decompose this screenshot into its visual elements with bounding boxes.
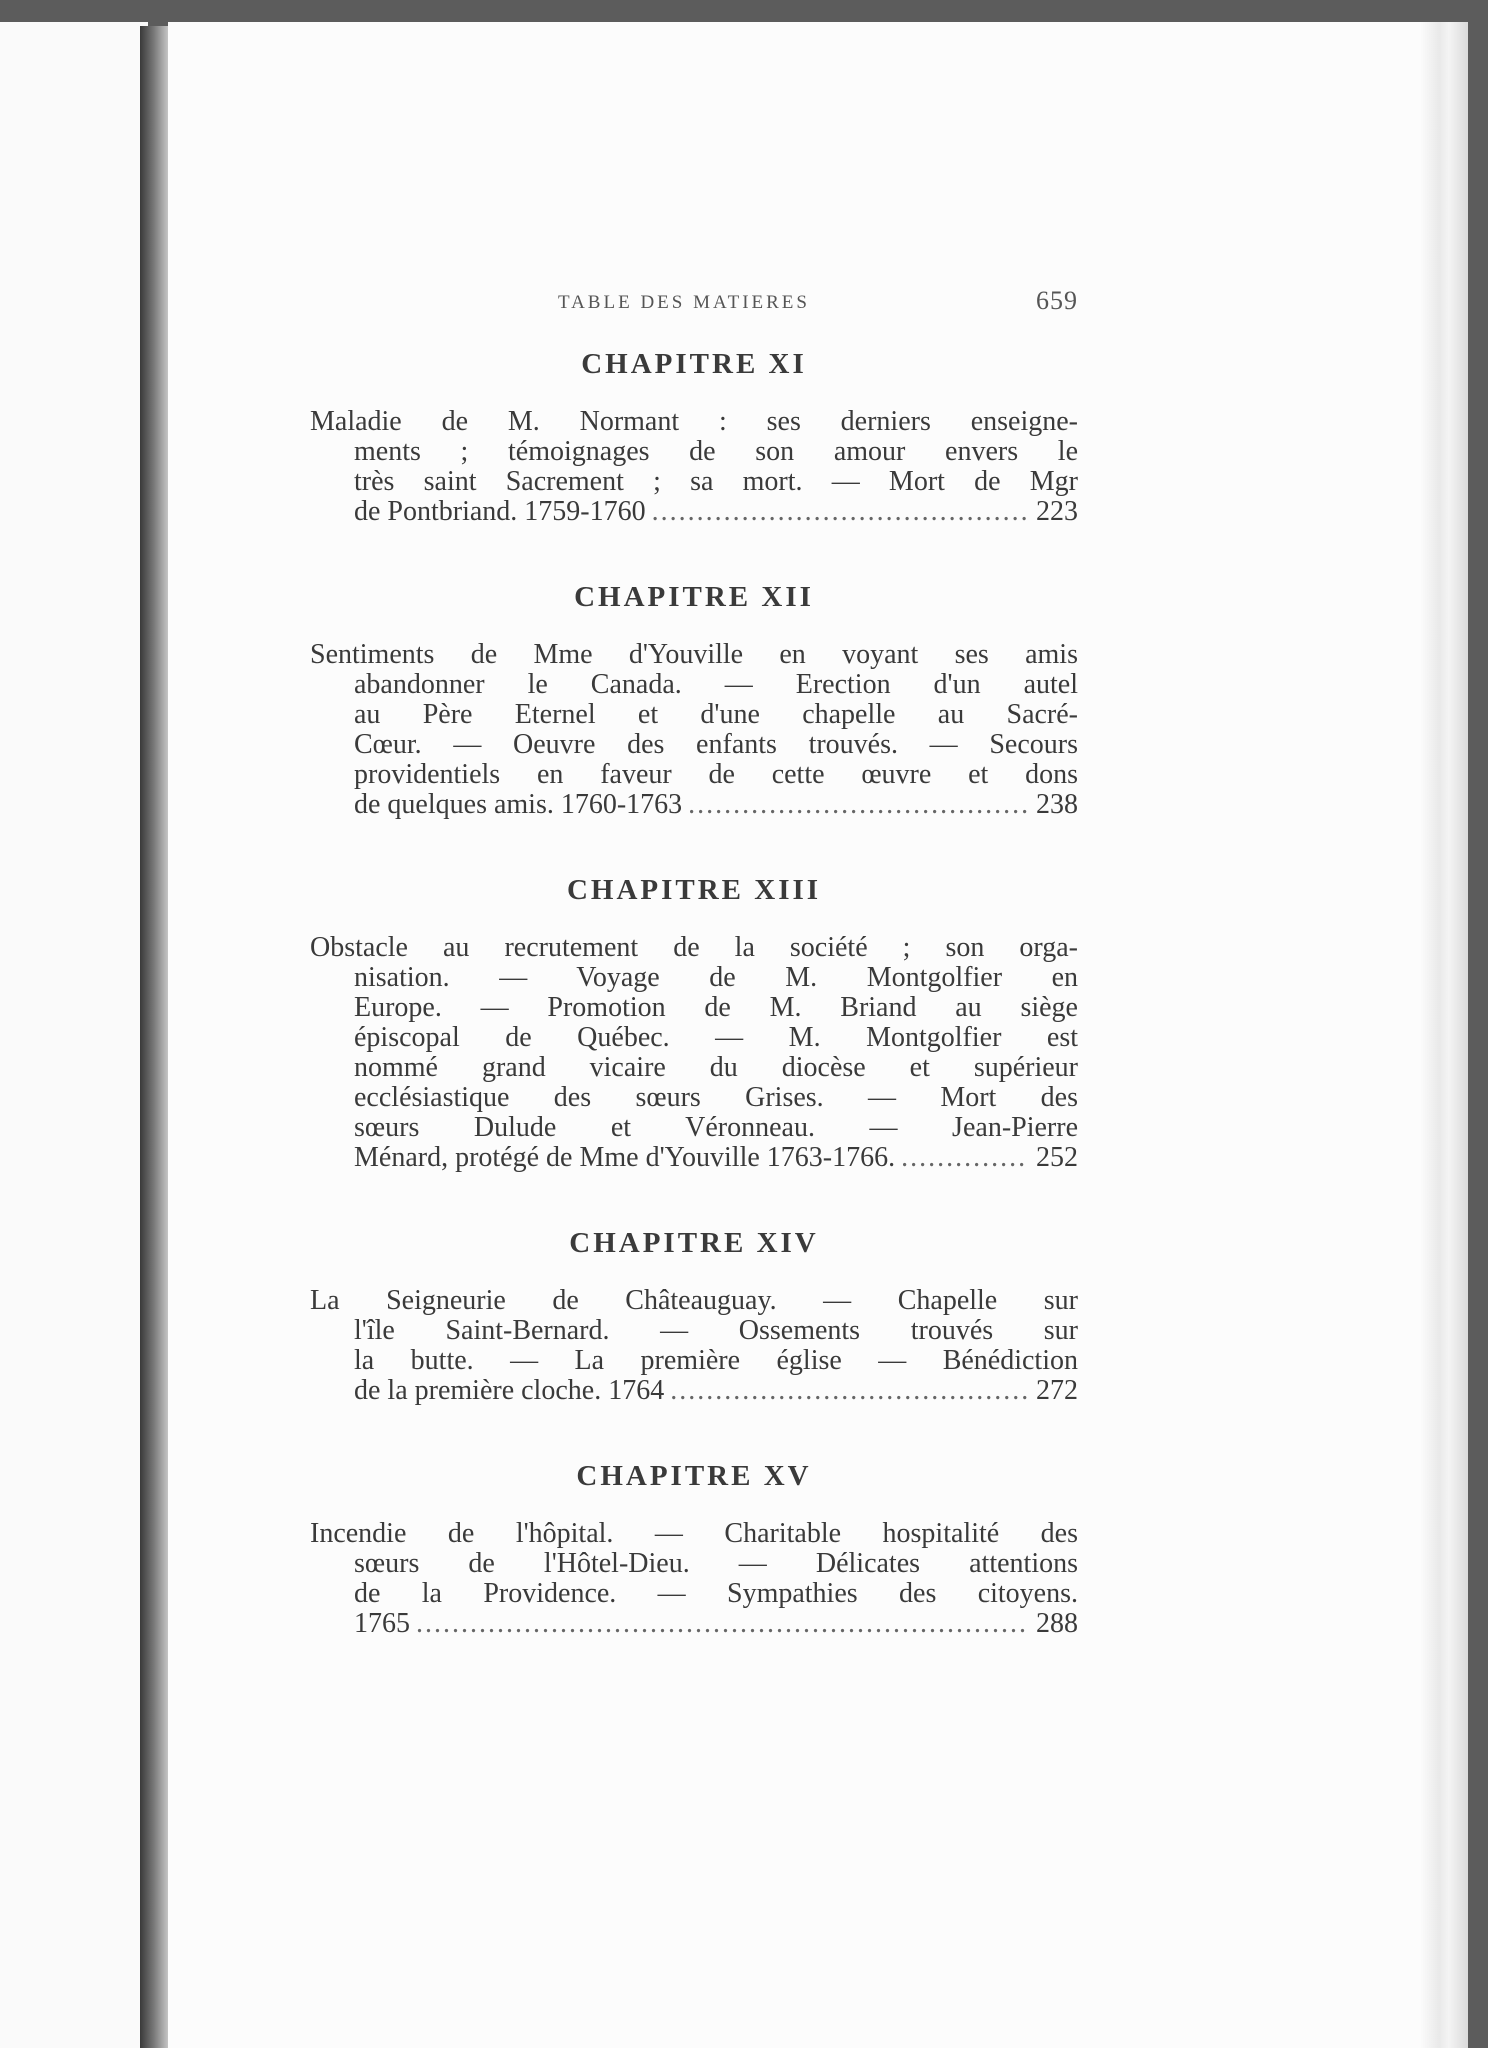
page-number: 659	[1036, 286, 1078, 315]
entry-page-number: 272	[1036, 1375, 1078, 1406]
entry-page-number: 288	[1036, 1608, 1078, 1639]
summary-line: épiscopal de Québec. — M. Montgolfier est	[354, 1022, 1078, 1053]
book-gutter	[140, 26, 170, 2048]
summary-line: Incendie de l'hôpital. — Charitable hospitalité des	[310, 1518, 1078, 1549]
summary-line: Maladie de M. Normant : ses derniers enseigne-	[310, 406, 1078, 437]
summary-line-end: 1765	[354, 1608, 410, 1639]
running-title: TABLE DES MATIERES	[558, 292, 810, 313]
chapter-entry	[310, 348, 1078, 527]
chapter-list	[310, 348, 1078, 1639]
table-of-contents	[310, 284, 1078, 1693]
summary-line: ecclésiastique des sœurs Grises. — Mort des	[354, 1082, 1078, 1113]
summary-last-line	[310, 1143, 1078, 1173]
entry-page-number: 223	[1036, 496, 1078, 527]
summary-line: nommé grand vicaire du diocèse et supérieur	[354, 1052, 1078, 1083]
summary-line: Obstacle au recrutement de la société ; son orga-	[310, 932, 1078, 963]
chapter-summary	[310, 933, 1078, 1173]
summary-line: l'île Saint-Bernard. — Ossements trouvés sur	[354, 1315, 1078, 1346]
summary-line: la butte. — La première église — Bénédiction	[354, 1345, 1078, 1376]
summary-line: très saint Sacrement ; sa mort. — Mort de Mgr	[354, 466, 1078, 497]
chapter-heading: CHAPITRE XIII	[566, 874, 822, 906]
chapter-summary	[310, 1286, 1078, 1406]
summary-last-line	[310, 790, 1078, 820]
summary-line: ments ; témoignages de son amour envers le	[354, 436, 1078, 467]
chapter-entry	[310, 581, 1078, 820]
summary-line-end: Ménard, protégé de Mme d'Youville 1763-1766.	[354, 1142, 896, 1173]
summary-line-end: de quelques amis. 1760-1763	[354, 789, 683, 820]
summary-line: au Père Eternel et d'une chapelle au Sacré-	[354, 699, 1078, 730]
chapter-entry	[310, 874, 1078, 1173]
page-edge-right	[1420, 22, 1468, 2048]
chapter-entry	[310, 1460, 1078, 1639]
summary-line: abandonner le Canada. — Erection d'un autel	[354, 669, 1078, 700]
summary-line-end: de Pontbriand. 1759-1760	[354, 496, 646, 527]
facing-page	[0, 22, 148, 2048]
summary-last-line	[310, 497, 1078, 527]
chapter-summary	[310, 640, 1078, 820]
chapter-heading: CHAPITRE XII	[574, 581, 814, 613]
summary-line: sœurs Dulude et Véronneau. — Jean-Pierre	[354, 1112, 1078, 1143]
chapter-summary	[310, 1519, 1078, 1639]
chapter-entry	[310, 1227, 1078, 1406]
summary-line: La Seigneurie de Châteauguay. — Chapelle sur	[310, 1285, 1078, 1316]
chapter-summary	[310, 407, 1078, 527]
summary-last-line	[310, 1376, 1078, 1406]
summary-line: sœurs de l'Hôtel-Dieu. — Délicates attentions	[354, 1548, 1078, 1579]
summary-last-line	[310, 1609, 1078, 1639]
summary-line: de la Providence. — Sympathies des citoyens.	[354, 1578, 1078, 1609]
entry-page-number: 238	[1036, 789, 1078, 820]
dot-leader	[652, 497, 1028, 527]
summary-line: Europe. — Promotion de M. Briand au siège	[354, 992, 1078, 1023]
dot-leader	[688, 790, 1028, 820]
summary-line: nisation. — Voyage de M. Montgolfier en	[354, 962, 1078, 993]
dot-leader	[670, 1376, 1028, 1406]
dot-leader	[901, 1143, 1028, 1173]
running-head	[310, 284, 1078, 324]
entry-page-number: 252	[1036, 1142, 1078, 1173]
summary-line: Cœur. — Oeuvre des enfants trouvés. — Secours	[354, 729, 1078, 760]
dot-leader	[416, 1609, 1028, 1639]
chapter-heading: CHAPITRE XI	[581, 348, 807, 380]
summary-line-end: de la première cloche. 1764	[354, 1375, 665, 1406]
summary-line: Sentiments de Mme d'Youville en voyant ses amis	[310, 639, 1078, 670]
summary-line: providentiels en faveur de cette œuvre et dons	[354, 759, 1078, 790]
chapter-heading: CHAPITRE XIV	[569, 1227, 819, 1259]
chapter-heading: CHAPITRE XV	[576, 1460, 812, 1492]
